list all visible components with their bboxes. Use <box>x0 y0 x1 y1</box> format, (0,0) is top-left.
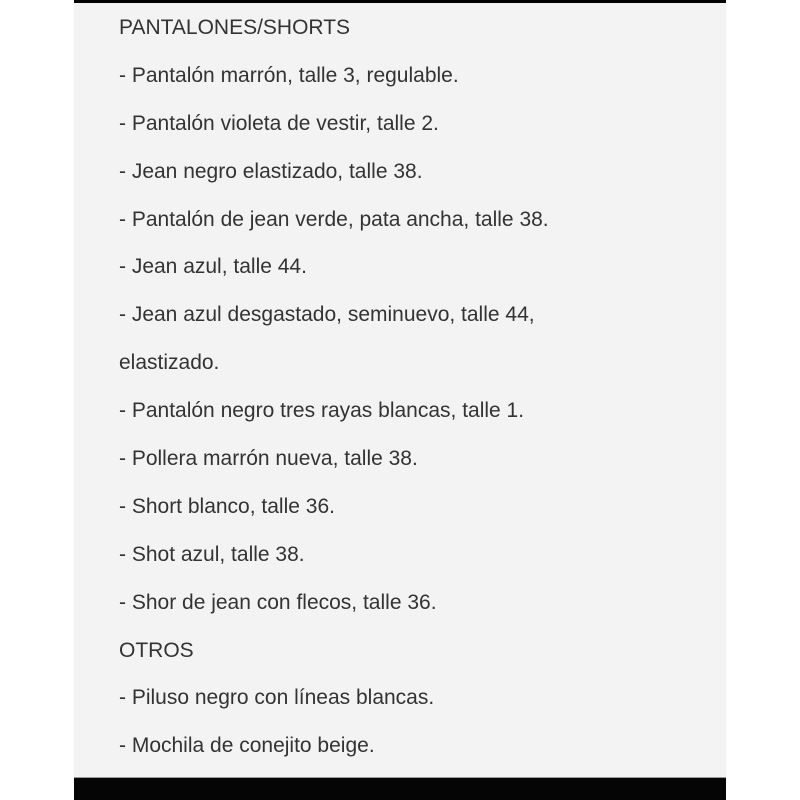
list-item-continuation: elastizado. <box>119 351 220 375</box>
list-item: - Shot azul, talle 38. <box>119 542 305 566</box>
section-heading: OTROS <box>119 638 194 662</box>
section-heading: PANTALONES/SHORTS <box>119 16 351 39</box>
list-item: - Pantalón de jean verde, pata ancha, talle 38. <box>119 207 549 231</box>
item-list <box>119 12 549 778</box>
list-item: - Pantalón marrón, talle 3, regulable. <box>119 63 459 87</box>
list-item: - Pollera marrón nueva, talle 38. <box>119 447 418 471</box>
list-item: - Piluso negro con líneas blancas. <box>119 686 435 710</box>
list-item: - Shor de jean con flecos, talle 36. <box>119 590 437 614</box>
list-item: - Short blanco, talle 36. <box>119 494 335 518</box>
list-item: - Jean azul, talle 44. <box>119 255 307 279</box>
list-item: - Mochila de conejito beige. <box>119 734 375 758</box>
list-item: - Pantalón violeta de vestir, talle 2. <box>119 111 439 135</box>
bottom-bar <box>74 777 726 800</box>
list-item: - Pantalón negro tres rayas blancas, talle 1. <box>119 399 525 423</box>
list-item: - Jean negro elastizado, talle 38. <box>119 159 423 183</box>
list-item: - Jean azul desgastado, seminuevo, talle 44, <box>119 303 535 327</box>
